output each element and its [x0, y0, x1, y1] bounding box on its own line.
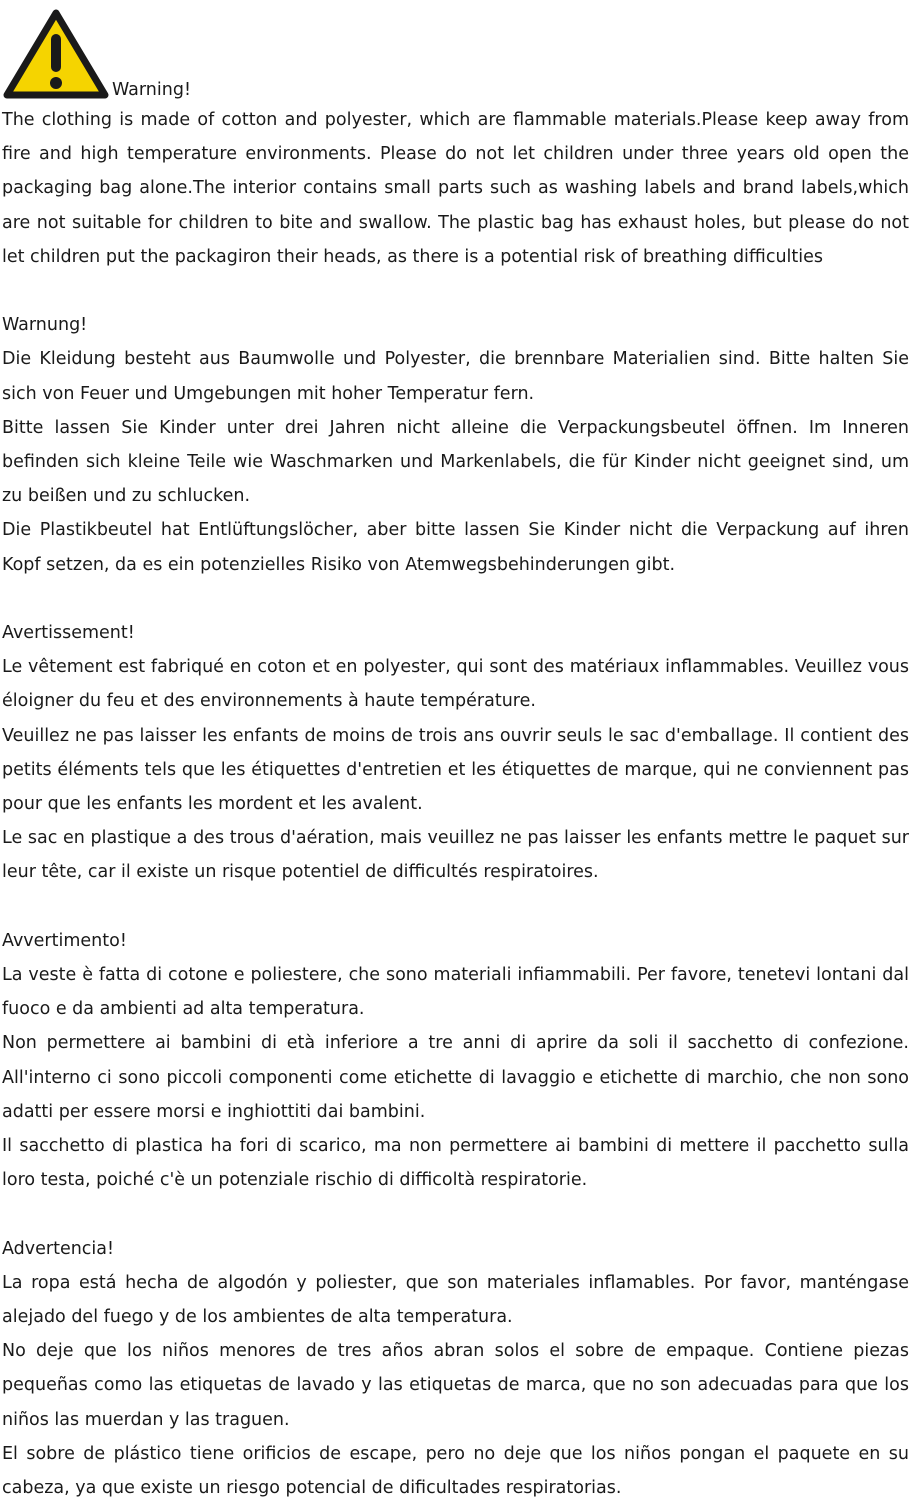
warning-heading-es: Advertencia!: [2, 1238, 115, 1259]
warning-heading-de: Warnung!: [2, 315, 88, 336]
warning-heading-en: Warning!: [112, 80, 191, 100]
warning-paragraph-fr-3: Le sac en plastique a des trous d'aération, mais veuillez ne pas laisser les enfants mettre le paquet sur leur tête, car il existe un risque potentiel de difficultés respiratoires.: [2, 828, 909, 883]
section-italian: [2, 924, 909, 1198]
warning-paragraph-de-2: Bitte lassen Sie Kinder unter drei Jahren nicht alleine die Verpackungsbeutel öffnen. Im Inneren befinden sich kleine Teile wie Waschmarken und Markenlabels, die für Kinder nicht geeignet sind, um zu beißen und zu schlucken.: [2, 417, 909, 507]
warning-paragraph-es-2: No deje que los niños menores de tres años abran solos el sobre de empaque. Contiene piezas pequeñas como las etiquetas de lavado y las etiquetas de marca, que no son adecuadas para que los niños las muerdan y las traguen.: [2, 1341, 909, 1430]
section-german: [2, 308, 909, 582]
section-english: [2, 103, 909, 274]
section-french: [2, 616, 909, 890]
warning-paragraph-it-2: Non permettere ai bambini di età inferiore a tre anni di aprire da soli il sacchetto di confezione. All'interno ci sono piccoli componenti come etichette di lavaggio e etichette di marchio, che non sono adatti per essere morsi e inghiottiti dai bambini.: [2, 1033, 909, 1122]
warning-header: [2, 0, 909, 100]
warning-heading-fr: Avertissement!: [2, 623, 135, 644]
section-spacer: [2, 1197, 909, 1231]
section-spacer: [2, 890, 909, 924]
warning-paragraph-de-3: Die Plastikbeutel hat Entlüftungslöcher, aber bitte lassen Sie Kinder nicht die Verpackung auf ihren Kopf setzen, da es ein potenzielles Risiko von Atemwegsbehinderungen gibt.: [2, 520, 909, 575]
warning-triangle-icon: [2, 8, 110, 100]
section-spacer: [2, 582, 909, 616]
warning-paragraph-fr-2: Veuillez ne pas laisser les enfants de moins de trois ans ouvrir seuls le sac d'emballage. Il contient des petits éléments tels que les étiquettes d'entretien et les étiquettes de marque, qui ne conviennent pas pour que les enfants les mordent et les avalent.: [2, 725, 909, 815]
warning-text-en: The clothing is made of cotton and polyester, which are flammable materials.Please keep away from fire and high temperature environments. Please do not let children under three years old open the packaging bag alone.The interior contains small parts such as washing labels and brand labels,which are not suitable for children to bite and swallow. The plastic bag has exhaust holes, but please do not let children put the packagiron their heads, as there is a potential risk of breathing difficulties: [2, 110, 909, 267]
warning-paragraph-it-1: La veste è fatta di cotone e poliestere, che sono materiali infiammabili. Per favore, tenetevi lontani dal fuoco e da ambienti ad alta temperatura.: [2, 965, 909, 1020]
section-spacer: [2, 274, 909, 308]
warning-paragraph-es-1: La ropa está hecha de algodón y poliester, que son materiales inflamables. Por favor, manténgase alejado del fuego y de los ambientes de alta temperatura.: [2, 1272, 909, 1328]
section-spanish: [2, 1232, 909, 1505]
warning-paragraph-de-1: Die Kleidung besteht aus Baumwolle und Polyester, die brennbare Materialien sind. Bitte halten Sie sich von Feuer und Umgebungen mit hoher Temperatur fern.: [2, 349, 909, 404]
warning-paragraph-fr-1: Le vêtement est fabriqué en coton et en polyester, qui sont des matériaux inflammables. Veuillez vous éloigner du feu et des environnements à haute température.: [2, 657, 909, 712]
warning-document: [2, 0, 909, 1505]
warning-paragraph-es-3: El sobre de plástico tiene orificios de escape, pero no deje que los niños pongan el paquete en su cabeza, ya que existe un riesgo potencial de dificultades respiratorias.: [2, 1443, 909, 1499]
warning-heading-it: Avvertimento!: [2, 930, 127, 951]
warning-paragraph-it-3: Il sacchetto di plastica ha fori di scarico, ma non permettere ai bambini di mettere il pacchetto sulla loro testa, poiché c'è un potenziale rischio di difficoltà respiratorie.: [2, 1136, 909, 1191]
